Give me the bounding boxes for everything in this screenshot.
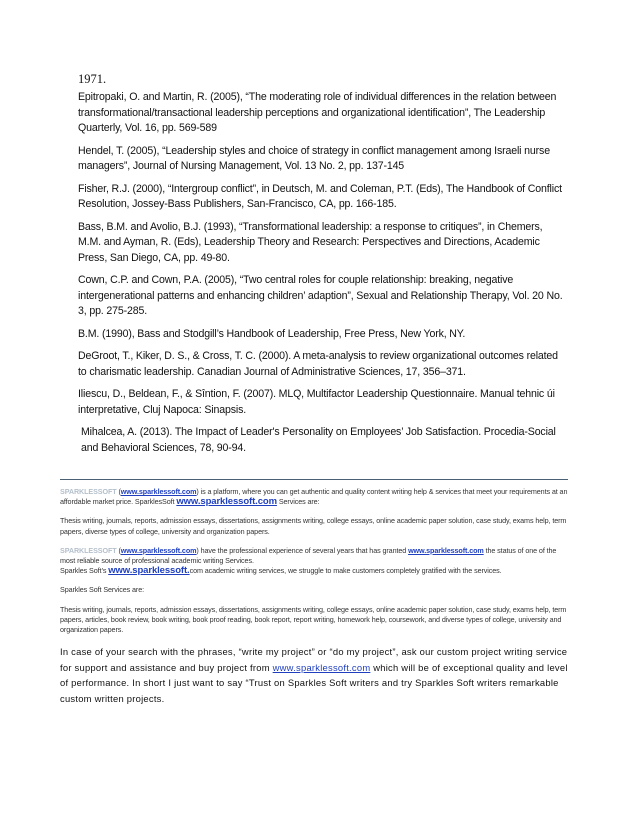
site-link[interactable]: www.sparklessoft.com [120, 487, 197, 496]
brand-name: SPARKLESSOFT [60, 545, 117, 555]
site-link[interactable]: www.sparklessoft.com [120, 545, 197, 555]
promo-services-heading: Sparkles Soft Services are: [60, 585, 144, 595]
reference-mihalcea: Mihalcea, A. (2013). The Impact of Leader's Personality on Employees’ Job Satisfaction. Procedia-Social and Behavioral Sciences, 78, 90-94. [81, 426, 556, 454]
promo-paragraph-5: Thesis writing, journals, reports, admission essays, dissertations, assignments writing, college essays, online academic paper solution, case study, exams help, term papers, articles, book review, book writing, book proof reading, book report, report writing, homework help, coursework, and diverse types of college, university and organization papers. [60, 604, 567, 635]
promo-paragraph-3: SPARKLESSOFT (www.sparklessoft.com) have the professional experience of several years that has granted www.sparklessoft.com the status of one of the most reliable source of professional academic writing Services. Sparkles Soft’s www.sparklessoft.com academic writing services, we struggle to make customers completely gratified with the services. [60, 545, 557, 577]
site-link-short[interactable]: www.sparklessoft. [108, 565, 190, 577]
footer-divider [60, 479, 568, 480]
promo-footer [60, 487, 568, 715]
reference-cown: Cown, C.P. and Cown, P.A. (2005), “Two central roles for couple relationship: breaking, negative intergenerational patterns and enhancing children’ adaption”, Sexual and Relationship Therapy, Vol. 20 No. 3, pp. 275-285. [78, 274, 563, 317]
brand-name: SPARKLESSOFT [60, 487, 117, 496]
reference-degroot: DeGroot, T., Kiker, D. S., & Cross, T. C. (2000). A meta-analysis to review organizational outcomes related to charismatic leadership. Canadian Journal of Administrative Sciences, 17, 356–371. [78, 350, 558, 378]
closing-site-link[interactable]: www.sparklessoft.com [272, 661, 371, 673]
site-link[interactable]: www.sparklessoft.com [408, 545, 484, 555]
closing-paragraph: In case of your search with the phrases, “write my project” or “do my project”, ask our custom project writing service for support and assistance and buy project from www.sparklessoft.com which will be of exceptional quality and level of performance. In short I just want to say “Trust on Sparkles Soft writers and try Sparkles Soft writers remarkable custom written projects. [60, 646, 568, 704]
reference-bass-stodgill: B.M. (1990), Bass and Stodgill’s Handbook of Leadership, Free Press, New York, NY. [78, 327, 466, 340]
promo-paragraph-2: Thesis writing, journals, reports, admission essays, dissertations, assignments writing, college essays, online academic paper solution, case study, exams help, term papers, diverse types of college, university and organization papers. [60, 516, 567, 536]
reference-epitropaki: Epitropaki, O. and Martin, R. (2005), “The moderating role of individual differences in the relation between transformational/transactional leadership perceptions and organizational identification”, The Leadership Quarterly, Vol. 16, pp. 569-589 [78, 91, 557, 134]
promo-paragraph-1: SPARKLESSOFT (www.sparklessoft.com) is a platform, where you can get authentic and quality content writing help & services that meet your requirements at an affordable market price. SparklesSoft www.sparklessoft.com Services are: [60, 487, 568, 508]
reference-hendel: Hendel, T. (2005), “Leadership styles and choice of strategy in conflict management among Israeli nurse managers”, Journal of Nursing Management, Vol. 13 No. 2, pp. 137-145 [78, 144, 550, 172]
year-line: 1971. [78, 72, 107, 86]
reference-iliescu: Iliescu, D., Beldean, F., & Sîntion, F. (2007). MLQ, Multifactor Leadership Questionnaire. Manual tehnic úi interpretative, Cluj Napoca: Sinapsis. [78, 388, 555, 416]
reference-bass-avolio: Bass, B.M. and Avolio, B.J. (1993), “Transformational leadership: a response to critiques”, in Chemers, M.M. and Ayman, R. (Eds), Leadership Theory and Research: Perspectives and Directions, Academic Press, San Diego, CA, pp. 49-80. [78, 220, 543, 264]
reference-fisher: Fisher, R.J. (2000), “Intergroup conflict”, in Deutsch, M. and Coleman, P.T. (Eds), The Handbook of Conflict Resolution, Jossey-Bass Publishers, San-Francisco, CA, pp. 166-185. [78, 182, 562, 210]
document-body [78, 72, 568, 463]
site-link-large[interactable]: www.sparklessoft.com [176, 496, 277, 508]
